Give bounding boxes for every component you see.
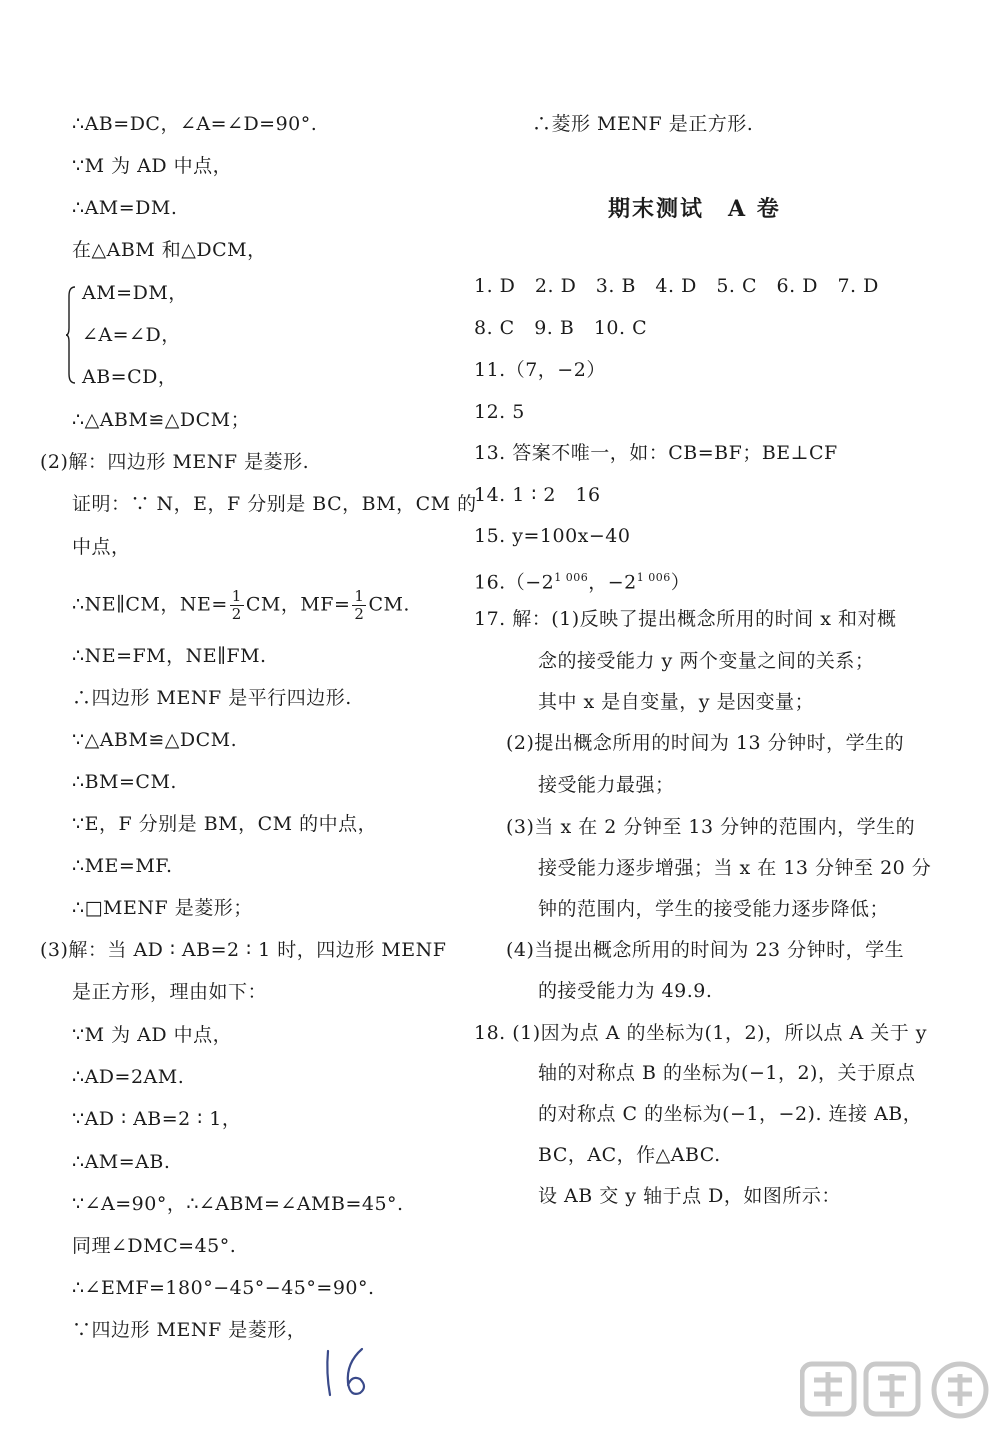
answer-line: 14. 1 ∶ 2 16 <box>474 484 601 506</box>
text-segment: CM. <box>368 593 410 616</box>
text-segment: CM，MF= <box>245 593 351 616</box>
handwritten-page-number <box>318 1345 374 1401</box>
answer-line: (3)当 x 在 2 分钟至 13 分钟的范围内，学生的 <box>506 816 916 838</box>
text-line: ∴菱形 MENF 是正方形. <box>532 113 754 135</box>
text-segment: ，−2 <box>588 571 637 594</box>
text-line: ∴NE=FM，NE∥FM. <box>72 645 267 667</box>
text-line: ∴∠EMF=180°−45°−45°=90°. <box>72 1277 375 1299</box>
text-line: (2)解：四边形 MENF 是菱形. <box>40 451 310 473</box>
answer-line: 念的接受能力 y 两个变量之间的关系； <box>538 650 875 672</box>
text-line: ∵△ABM≌△DCM. <box>72 729 238 751</box>
text-line: 是正方形，理由如下： <box>72 981 268 1003</box>
answer-line: 钟的范围内，学生的接受能力逐步降低； <box>538 898 890 920</box>
answer-line: 17. 解：(1)反映了提出概念所用的时间 x 和对概 <box>474 608 897 630</box>
text-line: ∴□MENF 是菱形； <box>72 897 253 919</box>
text-line: 中点， <box>72 536 131 558</box>
answer-line: 8. C 9. B 10. C <box>474 317 648 339</box>
fraction-denominator: 2 <box>354 605 365 623</box>
text-line: ∵AD ∶ AB=2 ∶ 1， <box>72 1108 242 1130</box>
section-title: 期末测试 A 卷 <box>608 196 781 222</box>
answer-line: 12. 5 <box>474 401 525 423</box>
answer-line <box>474 566 690 594</box>
text-line: ∴ME=MF. <box>72 855 173 877</box>
text-line: ∴BM=CM. <box>72 771 177 793</box>
answer-line: 设 AB 交 y 轴于点 D，如图所示： <box>538 1185 841 1207</box>
answer-line: BC，AC，作△ABC. <box>538 1144 721 1166</box>
text-line: ∴四边形 MENF 是平行四边形. <box>72 687 352 709</box>
answer-line: 1. D 2. D 3. B 4. D 5. C 6. D 7. D <box>474 275 879 297</box>
answer-line: 的对称点 C 的坐标为(−1，−2). 连接 AB， <box>538 1103 923 1125</box>
text-line: AB=CD， <box>82 366 178 388</box>
text-line: AM=DM， <box>82 282 188 304</box>
exponent: 1 006 <box>554 571 589 584</box>
answer-line: 其中 x 是自变量，y 是因变量； <box>538 691 815 713</box>
watermark-logo <box>800 1360 992 1442</box>
text-segment: 16.（−2 <box>474 571 555 594</box>
text-line: 在△ABM 和△DCM， <box>72 239 267 261</box>
fraction-numerator: 1 <box>354 587 365 605</box>
answer-line: (2)提出概念所用的时间为 13 分钟时，学生的 <box>506 732 905 754</box>
text-line: 证明：∵ N，E，F 分别是 BC，BM，CM 的 <box>72 493 477 515</box>
fraction-line <box>72 588 410 623</box>
text-segment: ） <box>670 571 691 594</box>
answer-line: 轴的对称点 B 的坐标为(−1，2)，关于原点 <box>538 1062 916 1084</box>
text-line: ∠A=∠D， <box>82 324 181 346</box>
text-line: ∵M 为 AD 中点， <box>72 155 233 177</box>
text-line: (3)解：当 AD ∶ AB=2 ∶ 1 时，四边形 MENF <box>40 939 447 961</box>
answer-line: 接受能力逐步增强；当 x 在 13 分钟至 20 分 <box>538 857 932 879</box>
exponent: 1 006 <box>636 571 671 584</box>
answer-line: 18. (1)因为点 A 的坐标为(1，2)，所以点 A 关于 y <box>474 1022 928 1044</box>
text-line: ∴△ABM≌△DCM； <box>72 409 251 431</box>
fraction-numerator: 1 <box>231 587 242 605</box>
text-line: ∴AD=2AM. <box>72 1066 185 1088</box>
fraction <box>352 588 366 623</box>
text-line: ∵E，F 分别是 BM，CM 的中点， <box>72 813 378 835</box>
answer-line: 的接受能力为 49.9. <box>538 980 713 1002</box>
answer-line: (4)当提出概念所用的时间为 23 分钟时，学生 <box>506 939 905 961</box>
fraction-denominator: 2 <box>231 605 242 623</box>
text-segment: ∴NE∥CM，NE= <box>72 593 228 616</box>
text-line: ∵∠A=90°，∴∠ABM=∠AMB=45°. <box>72 1193 404 1215</box>
answer-line: 11.（7，−2） <box>474 359 606 381</box>
text-line: ∴AM=DM. <box>72 197 178 219</box>
text-line: ∵M 为 AD 中点， <box>72 1024 233 1046</box>
answer-line: 接受能力最强； <box>538 774 675 796</box>
curly-brace-icon <box>66 286 76 384</box>
answer-line: 13. 答案不唯一，如：CB=BF；BE⊥CF <box>474 442 838 464</box>
text-line: ∵四边形 MENF 是菱形， <box>72 1319 307 1341</box>
text-line: 同理∠DMC=45°. <box>72 1235 237 1257</box>
answer-line: 15. y=100x−40 <box>474 525 631 547</box>
text-line: ∴AM=AB. <box>72 1151 171 1173</box>
text-line: ∴AB=DC，∠A=∠D=90°. <box>72 113 318 135</box>
fraction <box>230 588 244 623</box>
